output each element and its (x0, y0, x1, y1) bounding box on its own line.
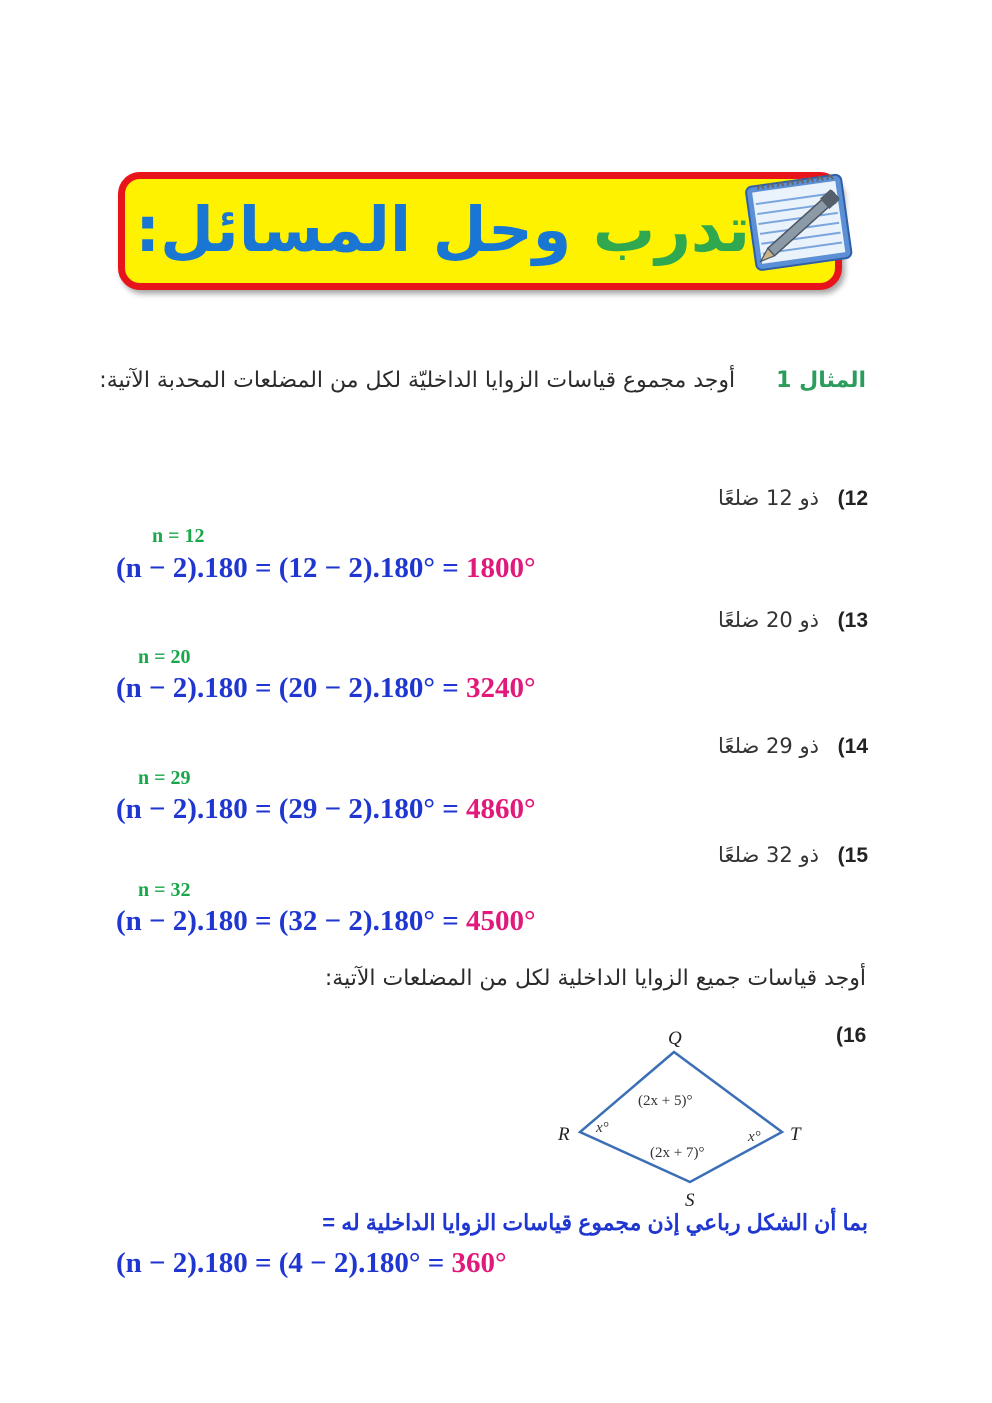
n-label: n = 12 (152, 525, 205, 547)
notepad-pen-icon (736, 162, 866, 272)
banner-title-part1: تدرب (592, 193, 750, 266)
question-number: 12) (837, 487, 868, 510)
question-15 (718, 843, 868, 868)
equals-sign: = (442, 672, 459, 704)
angle-r: x° (596, 1120, 609, 1136)
equation-13 (116, 672, 536, 705)
banner-title (135, 180, 750, 280)
question-number: 15) (837, 844, 868, 867)
equation-left: (n − 2).180 = (32 − 2).180° (116, 905, 435, 937)
equation-16 (116, 1247, 507, 1280)
equation-answer: 1800° (465, 552, 536, 584)
vertex-t: T (790, 1124, 801, 1145)
instruction-heading (99, 368, 866, 393)
equation-left: (n − 2).180 = (29 − 2).180° (116, 793, 435, 825)
question-13 (718, 608, 868, 633)
quadrilateral-diagram (550, 1022, 820, 1212)
equals-sign: = (442, 552, 459, 584)
question-text: ذو 29 ضلعًا (718, 734, 819, 758)
equation-left: (n − 2).180 = (4 − 2).180° (116, 1247, 421, 1279)
question-14 (718, 734, 868, 759)
question-text: ذو 12 ضلعًا (718, 486, 819, 510)
angle-s: (2x + 7)° (650, 1145, 705, 1161)
question-text: ذو 20 ضلعًا (718, 608, 819, 632)
equation-left: (n − 2).180 = (20 − 2).180° (116, 672, 435, 704)
n-label: n = 20 (138, 646, 191, 668)
angle-t: x° (748, 1129, 761, 1145)
equation-14 (116, 793, 536, 826)
equals-sign: = (442, 905, 459, 937)
question-text: ذو 32 ضلعًا (718, 843, 819, 867)
equation-answer: 3240° (465, 672, 536, 704)
equation-15 (116, 905, 536, 938)
vertex-q: Q (668, 1028, 682, 1049)
question-12 (718, 486, 868, 511)
n-label: n = 29 (138, 767, 191, 789)
quadrilateral-shape (580, 1052, 782, 1182)
banner-title-part2: وحل المسائل: (135, 193, 572, 266)
equals-sign: = (442, 793, 459, 825)
angle-q: (2x + 5)° (638, 1093, 693, 1109)
example-label: المثال 1 (776, 368, 866, 393)
equation-left: (n − 2).180 = (12 − 2).180° (116, 552, 435, 584)
question-16-number: (16 (836, 1024, 867, 1047)
vertex-r: R (558, 1124, 570, 1145)
instruction-text: أوجد مجموع قياسات الزوايا الداخليّة لكل من المضلعات المحدبة الآتية: (99, 368, 736, 393)
n-label: n = 32 (138, 879, 191, 901)
equation-12 (116, 552, 536, 585)
sub-heading: أوجد قياسات جميع الزوايا الداخلية لكل من المضلعات الآتية: (324, 966, 866, 991)
vertex-s: S (685, 1190, 695, 1211)
question-number: 13) (837, 609, 868, 632)
equation-answer: 360° (451, 1247, 507, 1279)
equation-answer: 4500° (465, 905, 536, 937)
question-number: 14) (837, 735, 868, 758)
conclusion-text: بما أن الشكل رباعي إذن مجموع قياسات الزوايا الداخلية له = (322, 1210, 868, 1235)
equals-sign: = (427, 1247, 445, 1279)
equation-answer: 4860° (465, 793, 536, 825)
